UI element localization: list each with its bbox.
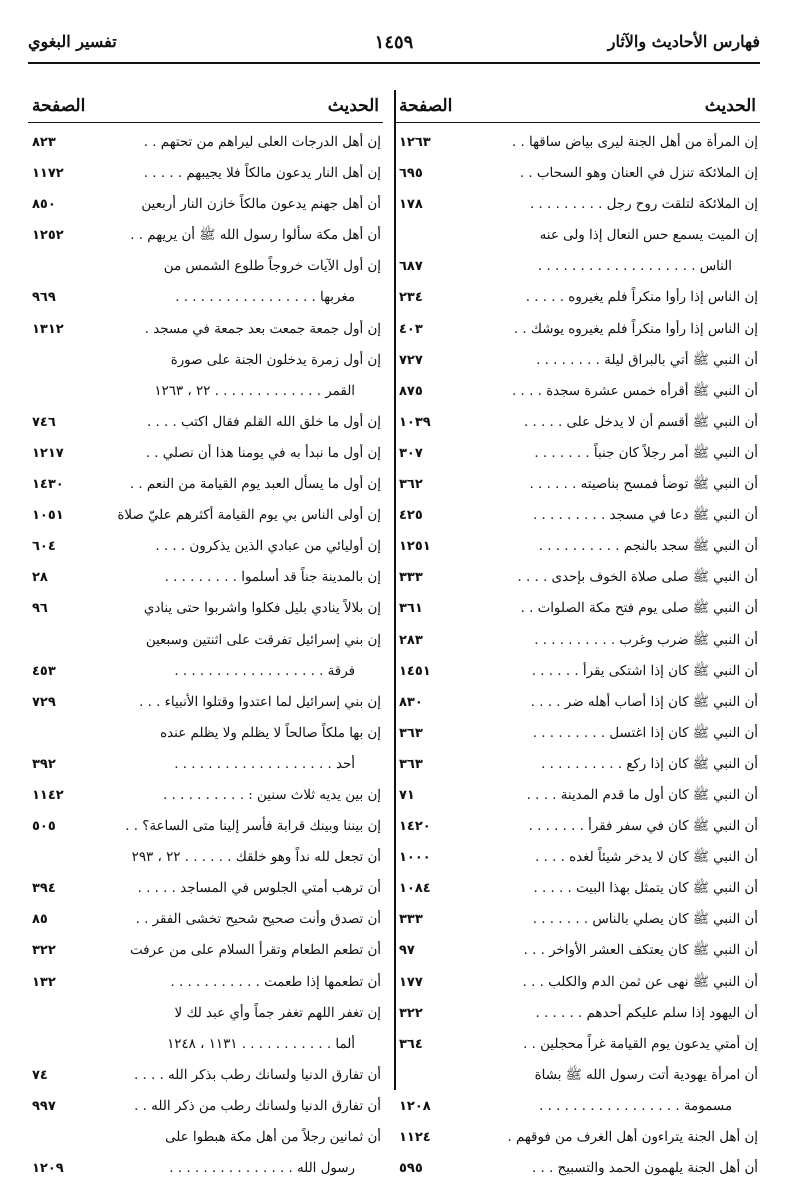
entry-text: إن أهل الجنة يتراءون أهل الغرف من فوقهم . bbox=[507, 1130, 758, 1145]
entry-page: ٣٦٤ bbox=[399, 1036, 423, 1052]
entry-text: أن النبي ﷺ أمر رجلاً كان جنباً . . . . . . . bbox=[534, 445, 758, 461]
index-entry bbox=[395, 127, 760, 158]
entry-page: ١١٧٢ bbox=[32, 166, 64, 182]
entry-page: ٩٦٩ bbox=[32, 290, 56, 306]
entry-text: أن النبي ﷺ توضأ فمسح بناصيته . . . . . . bbox=[529, 477, 758, 493]
entry-page: ١١٤٢ bbox=[32, 787, 64, 803]
entry-text: إن بني إسرائيل تفرقت على اثنتين وسبعين bbox=[145, 632, 381, 648]
entry-page: ١٧٨ bbox=[399, 197, 423, 213]
entry-page: ١١٢٤ bbox=[399, 1130, 431, 1145]
entry-text: أن النبي ﷺ أتي بالبراق ليلة . . . . . . . . bbox=[536, 352, 758, 368]
column-header bbox=[395, 92, 760, 123]
entry-page: ١٠٣٩ bbox=[399, 414, 431, 430]
entry-text: أحد . . . . . . . . . . . . . . . . . . . bbox=[174, 756, 355, 772]
entry-page: ١٤٥١ bbox=[399, 663, 431, 679]
entry-page: ٣٦٣ bbox=[399, 725, 423, 741]
index-entry bbox=[395, 438, 760, 469]
index-entry bbox=[395, 998, 760, 1029]
index-entry bbox=[28, 314, 383, 345]
index-entry bbox=[28, 251, 383, 282]
entry-text: القمر . . . . . . . . . . . . . ٢٢ ، ١٢٦٣ bbox=[154, 383, 355, 399]
entry-text: إن المرأة من أهل الجنة ليرى بياض ساقها . . bbox=[512, 135, 758, 150]
index-entry bbox=[28, 625, 383, 656]
entry-text: إن بلالاً ينادي بليل فكلوا واشربوا حتى ينادي bbox=[143, 601, 381, 617]
entry-page: ٩٦ bbox=[32, 601, 48, 617]
hadith-heading: الحديث bbox=[704, 96, 756, 116]
entry-text: أن النبي ﷺ كان لا يدخر شيئاً لغده . . . . bbox=[535, 850, 758, 866]
entry-page: ١٣١٢ bbox=[32, 321, 64, 337]
entry-text: إن بها ملكاً صالحاً لا يظلم ولا يظلم عنده bbox=[160, 725, 381, 741]
entry-page: ١٢١٧ bbox=[32, 445, 64, 461]
entry-page: ١٢٥١ bbox=[399, 539, 431, 555]
index-entry bbox=[28, 656, 383, 687]
entry-page: ١٢٠٨ bbox=[399, 1098, 431, 1114]
entry-text: أن تجعل لله نداً وهو خلقك . . . . . . ٢٢ ، ٢٩٣ bbox=[131, 850, 381, 866]
page-number: ١٤٥٩ bbox=[374, 32, 414, 53]
index-entry bbox=[28, 1122, 383, 1153]
entry-text: أن النبي ﷺ صلى يوم فتح مكة الصلوات . . bbox=[520, 601, 758, 617]
entry-page: ١٢٥٢ bbox=[32, 228, 64, 244]
index-entry bbox=[395, 282, 760, 313]
index-entry bbox=[395, 625, 760, 656]
index-entry bbox=[395, 780, 760, 811]
entry-text: أن تطعمها إذا طعمت . . . . . . . . . . . bbox=[170, 974, 381, 990]
index-entry bbox=[395, 718, 760, 749]
index-entry bbox=[395, 407, 760, 438]
index-entry bbox=[28, 1029, 383, 1060]
entry-text: أن النبي ﷺ دعا في مسجد . . . . . . . . . bbox=[532, 508, 758, 524]
entry-text: أن النبي ﷺ أقرأه خمس عشرة سجدة . . . . bbox=[512, 383, 758, 399]
entry-text: أن النبي ﷺ أقسم أن لا يدخل على . . . . . bbox=[523, 414, 758, 430]
page-heading: الصفحة bbox=[32, 96, 86, 116]
index-entry bbox=[28, 718, 383, 749]
index-entry bbox=[28, 935, 383, 966]
entry-text: أن النبي ﷺ كان إذا أصاب أهله ضر . . . . bbox=[530, 694, 758, 710]
entry-page: ٢٨ bbox=[32, 570, 48, 586]
entry-page: ٤٥٣ bbox=[32, 663, 56, 679]
entry-text: أن امرأة يهودية أتت رسول الله ﷺ بشاة bbox=[534, 1067, 758, 1083]
entry-text: أن النبي ﷺ سجد بالنجم . . . . . . . . . . bbox=[538, 539, 758, 555]
page-heading: الصفحة bbox=[399, 96, 453, 116]
entry-page: ٩٧ bbox=[399, 943, 415, 959]
entry-text: أن النبي ﷺ كان أول ما قدم المدينة . . . . bbox=[526, 787, 758, 803]
entry-page: ٣٢٢ bbox=[399, 1005, 423, 1021]
index-entry bbox=[395, 1091, 760, 1122]
entry-text: أن تطعم الطعام وتقرأ السلام على من عرفت bbox=[129, 943, 381, 959]
entry-page: ٢٨٣ bbox=[399, 632, 423, 648]
index-entry bbox=[28, 220, 383, 251]
entry-page: ٣٦٢ bbox=[399, 477, 423, 493]
entry-page: ١٠٠٠ bbox=[399, 850, 431, 866]
entry-page: ٧٢٩ bbox=[32, 694, 56, 710]
entry-text: إن أول ما نبدأ به في يومنا هذا أن نصلي . . bbox=[145, 445, 381, 461]
entry-page: ٣٣٣ bbox=[399, 570, 423, 586]
index-entry bbox=[395, 531, 760, 562]
entry-page: ٢٣٤ bbox=[399, 290, 423, 306]
entry-page: ٩٩٧ bbox=[32, 1098, 56, 1114]
index-entry bbox=[28, 376, 383, 407]
entry-text: إن أول ما خلق الله القلم فقال اكتب . . . . bbox=[146, 414, 381, 430]
index-entry bbox=[395, 158, 760, 189]
entry-text: أن أهل الجنة يلهمون الحمد والتسبيح . . . bbox=[532, 1161, 758, 1177]
index-entry bbox=[395, 469, 760, 500]
entry-page: ٧٤٦ bbox=[32, 414, 56, 430]
index-entry bbox=[395, 345, 760, 376]
index-entry bbox=[395, 656, 760, 687]
entry-page: ١٠٥١ bbox=[32, 508, 64, 524]
entry-text: إن أول الآيات خروجاً طلوع الشمس من bbox=[163, 259, 381, 275]
entry-text: فرقة . . . . . . . . . . . . . . . . . . bbox=[174, 663, 355, 679]
entry-page: ٥٩٥ bbox=[399, 1161, 423, 1177]
index-entry bbox=[395, 376, 760, 407]
index-entry bbox=[28, 749, 383, 780]
entry-page: ٣٢٢ bbox=[32, 943, 56, 959]
entry-page: ٣٣٣ bbox=[399, 912, 423, 928]
entry-text: إن أول ما يسأل العبد يوم القيامة من النعم . . bbox=[129, 477, 381, 493]
entry-text: أن النبي ﷺ كان إذا ركع . . . . . . . . . . bbox=[541, 756, 758, 772]
entry-page: ٤٢٥ bbox=[399, 508, 423, 524]
index-entry bbox=[28, 158, 383, 189]
index-entry bbox=[395, 1060, 760, 1091]
index-entry bbox=[28, 562, 383, 593]
entry-text: أن تصدق وأنت صحيح شحيح تخشى الفقر . . bbox=[135, 912, 381, 928]
entry-text: إن أول جمعة جمعت بعد جمعة في مسجد . bbox=[144, 321, 381, 337]
index-entry bbox=[28, 345, 383, 376]
index-entry bbox=[28, 998, 383, 1029]
entry-page: ٣٩٢ bbox=[32, 756, 56, 772]
entry-page: ٦٩٥ bbox=[399, 166, 423, 182]
entry-text: أن النبي ﷺ ضرب وغرب . . . . . . . . . . bbox=[534, 632, 758, 648]
entry-page: ٨٣٠ bbox=[399, 694, 423, 710]
entry-page: ٧٢٧ bbox=[399, 352, 423, 368]
entry-text: أن النبي ﷺ كان إذا اشتكى يقرأ . . . . . . bbox=[531, 663, 758, 679]
entry-text: إن أهل النار يدعون مالكاً فلا يجيبهم . . . . . bbox=[143, 166, 381, 182]
entry-text: أن ثمانين رجلاً من أهل مكة هبطوا على bbox=[165, 1130, 381, 1145]
entry-text: أن النبي ﷺ صلى صلاة الخوف بإحدى . . . . bbox=[517, 570, 758, 586]
entry-text: إن الناس إذا رأوا منكراً فلم يغيروه . . . . . bbox=[525, 290, 758, 306]
index-entry bbox=[395, 873, 760, 904]
index-entry bbox=[395, 749, 760, 780]
entry-text: أن تفارق الدنيا ولسانك رطب بذكر الله . . . . bbox=[133, 1067, 381, 1083]
entry-text: مغربها . . . . . . . . . . . . . . . . . bbox=[175, 290, 355, 306]
index-entry bbox=[395, 189, 760, 220]
entry-text: إن الميت يسمع حس النعال إذا ولى عنه bbox=[539, 228, 758, 244]
index-entry bbox=[28, 189, 383, 220]
entry-text: إن أول زمرة يدخلون الجنة على صورة bbox=[170, 352, 381, 368]
entry-text: إن الناس إذا رأوا منكراً فلم يغيروه يوشك . . bbox=[513, 321, 758, 337]
entry-text: رسول الله . . . . . . . . . . . . . . . bbox=[169, 1161, 355, 1177]
entry-page: ٨٢٣ bbox=[32, 135, 56, 150]
entry-page: ٦٠٤ bbox=[32, 539, 56, 555]
entry-page: ٧٤ bbox=[32, 1067, 48, 1083]
index-entry bbox=[28, 593, 383, 624]
entry-text: أن أهل مكة سألوا رسول الله ﷺ أن يريهم . . bbox=[130, 228, 381, 244]
entry-text: أن النبي ﷺ كان يتمثل بهذا البيت . . . . . bbox=[533, 881, 758, 897]
index-entry bbox=[395, 1153, 760, 1184]
index-entry bbox=[28, 780, 383, 811]
index-entry bbox=[395, 842, 760, 873]
entry-text: إن بالمدينة جناً قد أسلموا . . . . . . . . . bbox=[164, 570, 381, 586]
index-entry bbox=[395, 687, 760, 718]
entry-text: ألما . . . . . . . . . . . ١١٣١ ، ١٢٤٨ bbox=[167, 1036, 355, 1052]
entry-text: أن اليهود إذا سلم عليكم أحدهم . . . . . . bbox=[535, 1005, 758, 1021]
entry-text: إن أهل الدرجات العلى ليراهم من تحتهم . . bbox=[143, 135, 381, 150]
column-divider bbox=[394, 90, 396, 1090]
index-entry bbox=[28, 1060, 383, 1091]
entry-text: إن أوليائي من عبادي الذين يذكرون . . . . bbox=[155, 539, 381, 555]
entry-page: ٦٨٧ bbox=[399, 259, 423, 275]
entry-page: ١٤٢٠ bbox=[399, 819, 431, 835]
index-entry bbox=[28, 904, 383, 935]
entry-text: مسمومة . . . . . . . . . . . . . . . . . bbox=[539, 1098, 732, 1114]
entry-page: ١٢٦٣ bbox=[399, 135, 431, 150]
entry-page: ١٤٣٠ bbox=[32, 477, 64, 493]
index-entry bbox=[395, 811, 760, 842]
index-entry bbox=[395, 1122, 760, 1153]
entry-page: ٣٠٧ bbox=[399, 445, 423, 461]
index-entry bbox=[28, 873, 383, 904]
entry-text: أن ترهب أمتي الجلوس في المساجد . . . . . bbox=[137, 881, 381, 897]
index-entry bbox=[28, 811, 383, 842]
index-entry bbox=[395, 935, 760, 966]
index-entry bbox=[28, 127, 383, 158]
index-entry bbox=[395, 562, 760, 593]
index-entry bbox=[28, 407, 383, 438]
index-entry bbox=[28, 469, 383, 500]
index-entry bbox=[28, 500, 383, 531]
index-entry bbox=[28, 967, 383, 998]
index-column-right bbox=[395, 92, 760, 1184]
page-header bbox=[28, 30, 760, 60]
entry-page: ٥٠٥ bbox=[32, 819, 56, 835]
section-title: فهارس الأحاديث والآثار bbox=[607, 32, 760, 51]
index-entry bbox=[28, 842, 383, 873]
entry-page: ٣٦٣ bbox=[399, 756, 423, 772]
index-entry bbox=[28, 687, 383, 718]
index-entry bbox=[28, 1153, 383, 1184]
entry-page: ٨٧٥ bbox=[399, 383, 423, 399]
entry-page: ١٣٢ bbox=[32, 974, 56, 990]
entry-text: إن أولى الناس بي يوم القيامة أكثرهم عليّ صلاة bbox=[117, 508, 381, 524]
entry-page: ١٢٠٩ bbox=[32, 1161, 64, 1177]
index-entry bbox=[395, 251, 760, 282]
entry-text: أن النبي ﷺ كان إذا اغتسل . . . . . . . . . bbox=[532, 725, 758, 741]
entry-page: ٣٩٤ bbox=[32, 881, 56, 897]
index-entry bbox=[395, 904, 760, 935]
entry-text: إن الملائكة تنزل في العنان وهو السحاب . . bbox=[519, 166, 758, 182]
index-entry bbox=[395, 314, 760, 345]
header-rule bbox=[28, 62, 760, 64]
entry-text: إن الملائكة لتلقت روح رجل . . . . . . . . . bbox=[530, 197, 758, 213]
entry-text: أن أهل جهنم يدعون مالكاً خازن النار أربعين bbox=[141, 197, 381, 213]
index-column-left bbox=[28, 92, 383, 1184]
entry-page: ٤٠٣ bbox=[399, 321, 423, 337]
entry-page: ١٠٨٤ bbox=[399, 881, 431, 897]
entry-text: الناس . . . . . . . . . . . . . . . . . . . bbox=[537, 259, 732, 275]
entry-text: إن أمتي يدعون يوم القيامة غراً محجلين . . bbox=[523, 1036, 758, 1052]
entry-text: إن تغفر اللهم تغفر جماً وأي عبد لك لا bbox=[174, 1005, 381, 1021]
entry-text: أن النبي ﷺ كان يصلي بالناس . . . . . . . bbox=[532, 912, 758, 928]
index-entry bbox=[28, 438, 383, 469]
entry-text: أن تفارق الدنيا ولسانك رطب من ذكر الله . . bbox=[134, 1098, 381, 1114]
index-entry bbox=[395, 220, 760, 251]
index-entry bbox=[28, 1091, 383, 1122]
entry-page: ٨٥ bbox=[32, 912, 48, 928]
entry-page: ١٧٧ bbox=[399, 974, 423, 990]
entry-text: إن بين يديه ثلاث سنين : . . . . . . . . . . bbox=[163, 787, 381, 803]
hadith-heading: الحديث bbox=[327, 96, 379, 116]
entry-page: ٧١ bbox=[399, 787, 415, 803]
entry-text: إن بيننا وبينك قرابة فأسر إلينا متى الساعة؟ . . bbox=[125, 819, 381, 835]
index-entry bbox=[395, 593, 760, 624]
column-header bbox=[28, 92, 383, 123]
entry-text: أن النبي ﷺ نهى عن ثمن الدم والكلب . . . bbox=[522, 974, 758, 990]
entry-page: ٣٦١ bbox=[399, 601, 423, 617]
index-entry bbox=[395, 967, 760, 998]
index-entry bbox=[395, 500, 760, 531]
entry-text: أن النبي ﷺ كان يعتكف العشر الأواخر . . . bbox=[523, 943, 758, 959]
index-entry bbox=[28, 282, 383, 313]
index-entry bbox=[395, 1029, 760, 1060]
entry-text: أن النبي ﷺ كان في سفر فقرأ . . . . . . . bbox=[528, 819, 758, 835]
entry-page: ٨٥٠ bbox=[32, 197, 56, 213]
entry-text: إن بني إسرائيل لما اعتدوا وقتلوا الأنبياء . . . bbox=[139, 694, 381, 710]
index-entry bbox=[28, 531, 383, 562]
book-title: تفسير البغوي bbox=[28, 32, 117, 51]
